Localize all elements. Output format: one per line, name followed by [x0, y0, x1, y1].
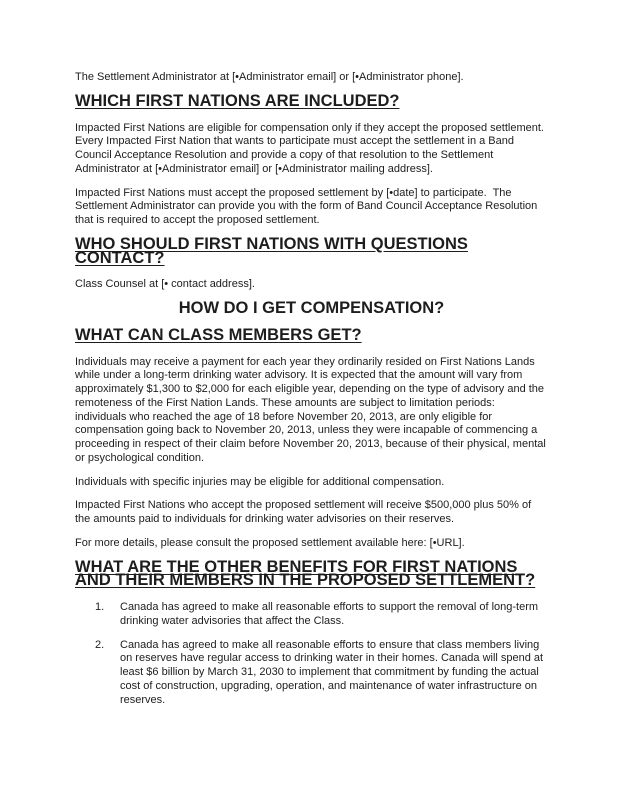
- benefits-list: [75, 601, 548, 707]
- para-impacted-first-nations-eligibility: Impacted First Nations are eligible for compensation only if they accept the proposed settlement. Every Impacted First Nation that wants to participate must accept the settlement in a Band Council Acceptance Resolution and provide a copy of that resolution to the Settlement Administrator at [•Administrator email] or [•Administrator mailing address].: [75, 121, 544, 175]
- heading-what-can-class-members-get: WHAT CAN CLASS MEMBERS GET?: [75, 325, 362, 344]
- para-individual-compensation: Individuals may receive a payment for each year they ordinarily resided on First Nations Lands while under a long-term drinking water advisory. It is expected that the amount will vary from approximately $1,300 to $2,000 for each eligible year, depending on the type of advisory and the remoteness of the First Nation Lands. These amounts are subject to limitation periods: individuals who reached the age of 18 before November 20, 2013, are only eligible for compensation going back to November 20, 2013, unless they were incapable of commencing a proceeding in respect of their claim before November 20, 2013, because of their physical, mental or psychological condition.: [75, 355, 546, 464]
- heading-how-do-i-get-compensation: HOW DO I GET COMPENSATION?: [178, 299, 445, 317]
- para-class-counsel-contact: Class Counsel at [• contact address].: [75, 278, 255, 291]
- settlement-administrator-line: The Settlement Administrator at [•Administrator email] or [•Administrator phone].: [75, 71, 464, 83]
- heading-other-benefits: WHAT ARE THE OTHER BENEFITS FOR FIRST NATIONS AND THEIR MEMBERS IN THE PROPOSED SETTLEMENT?: [75, 557, 536, 590]
- benefits-list-item-1: Canada has agreed to make all reasonable efforts to support the removal of long-term drinking water advisories that affect the Class.: [120, 601, 539, 627]
- heading-which-first-nations-included: WHICH FIRST NATIONS ARE INCLUDED?: [75, 91, 400, 110]
- heading-who-should-contact: WHO SHOULD FIRST NATIONS WITH QUESTIONS CONTACT?: [75, 234, 468, 267]
- para-acceptance-deadline: Impacted First Nations must accept the proposed settlement by [•date] to participate. The Settlement Administrator can provide you with the form of Band Council Acceptance Resolution that is required to accept the proposed settlement.: [75, 186, 538, 226]
- benefits-list-item-2: Canada has agreed to make all reasonable efforts to ensure that class members living on reserves have regular access to drinking water in their homes. Canada will spend at least $6 billion by March 31, 2030 to implement that commitment by funding the actual cost of construction, upgrading, operation, and maintenance of water infrastructure on reserves.: [120, 638, 544, 706]
- para-first-nations-payment: Impacted First Nations who accept the proposed settlement will receive $500,000 plus 50% of the amounts paid to individuals for drinking water advisories on their reserves.: [75, 499, 532, 525]
- para-specific-injuries: Individuals with specific injuries may be eligible for additional compensation.: [75, 475, 445, 488]
- para-more-details: For more details, please consult the proposed settlement available here: [•URL].: [75, 536, 465, 549]
